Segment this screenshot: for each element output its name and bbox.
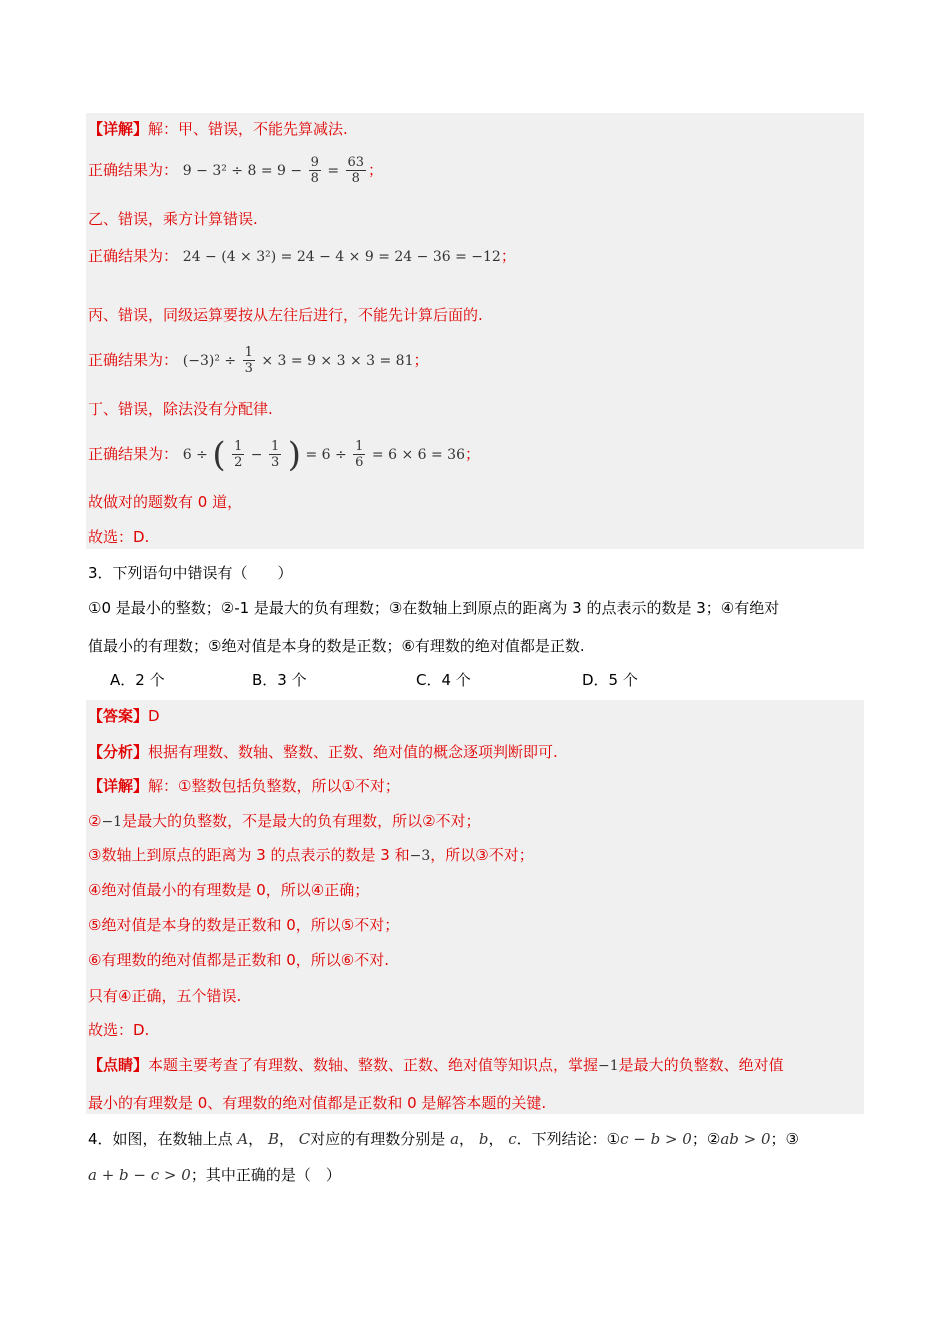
comment-line-2: 最小的有理数是 0、有理数的绝对值都是正数和 0 是解答本题的关键. (88, 1094, 547, 1112)
detail-line-5: ④绝对值最小的有理数是 0，所以④正确； (88, 881, 370, 899)
correct-prefix: 正确结果为： (88, 161, 179, 179)
yi-line: 乙、错误，乘方计算错误. (88, 210, 258, 228)
correct-prefix: 正确结果为： (88, 445, 179, 463)
jia-math: 9 − 3² ÷ 8 = 9 − $\frac{9}{8}$ = $\frac{63}{8}$ (182, 155, 365, 186)
detail-line-4: ③数轴上到原点的距离为 3 的点表示的数是 3 和−3，所以③不对； (88, 846, 534, 864)
detail-tag: 【详解】 (88, 777, 149, 795)
fraction: $\frac{9}{8}$ (310, 155, 319, 186)
correct-prefix: 正确结果为： (88, 247, 179, 265)
correct-prefix: 正确结果为： (88, 351, 179, 369)
bing-math: (−3)² ÷ $\frac{1}{3}$ × 3 = 9 × 3 × 3 = 81 (182, 345, 414, 376)
condition-2: ab > 0 (720, 1130, 771, 1148)
ding-correct-line: 正确结果为： 6 ÷ ( $\frac{1}{2}$ − $\frac{1}{3}$ ) = 6 ÷ $\frac{1}{6}$ = 6 × 6 = 36； (88, 434, 480, 475)
fraction: $\frac{1}{2}$ (234, 439, 243, 470)
point-a: A (237, 1130, 249, 1148)
comment-tag: 【点睛】 (88, 1056, 149, 1074)
detail-line-2 (88, 776, 400, 796)
jia-correct-line: 正确结果为： 9 − 3² ÷ 8 = 9 − $\frac{9}{8}$ = $\frac{63}{8}$ ； (88, 150, 383, 191)
detail-line-7: ⑥有理数的绝对值都是正数和 0，所以⑥不对. (88, 951, 389, 969)
q3-option-d: D．5 个 (582, 671, 638, 689)
analysis-line (88, 742, 558, 762)
answer-value: D (148, 707, 160, 725)
answer-tag: 【答案】 (88, 707, 149, 725)
q3-statements-1: ①0 是最小的整数；②-1 是最大的负有理数；③在数轴上到原点的距离为 3 的点表示的数是 3；④有绝对 (88, 599, 780, 617)
q4-stem-line-2: a + b − c > 0；其中正确的是（ ） (88, 1166, 341, 1184)
choice-line-1: 故选：D. (88, 528, 150, 546)
point-b: B (267, 1130, 279, 1148)
ding-math: 6 ÷ ( $\frac{1}{2}$ − $\frac{1}{3}$ ) = 6 ÷ $\frac{1}{6}$ = 6 × 6 = 36 (182, 434, 465, 475)
detail-line-1 (88, 119, 348, 139)
detail-line-6: ⑤绝对值是本身的数是正数和 0，所以⑤不对； (88, 916, 400, 934)
q3-option-c: C．4 个 (416, 671, 471, 689)
detail-tag: 【详解】 (88, 120, 149, 138)
detail-line-3: ②−1是最大的负整数，不是最大的负有理数，所以②不对； (88, 812, 481, 830)
bing-correct-line: 正确结果为： (−3)² ÷ $\frac{1}{3}$ × 3 = 9 × 3 × 3 = 81； (88, 340, 429, 381)
var-b: b (478, 1130, 489, 1148)
solution-block-2 (86, 700, 864, 1114)
count-line: 故做对的题数有 0 道， (88, 493, 243, 511)
ding-line: 丁、错误，除法没有分配律. (88, 400, 273, 418)
detail-text: 解：甲、错误，不能先算减法. (148, 120, 348, 138)
q3-option-a: A．2 个 (110, 671, 165, 689)
detail-text: 解：①整数包括负整数，所以①不对； (148, 777, 400, 795)
analysis-text: 根据有理数、数轴、整数、正数、绝对值的概念逐项判断即可. (148, 743, 558, 761)
detail-line-8: 只有④正确，五个错误. (88, 987, 242, 1005)
condition-1: c − b > 0 (620, 1130, 692, 1148)
q4-stem-line-1: 4．如图，在数轴上点 A， B， C对应的有理数分别是 a， b， c．下列结论：①c − b > 0；②ab > 0；③ (88, 1130, 799, 1148)
comment-line-1: 【点睛】本题主要考查了有理数、数轴、整数、正数、绝对值等知识点，掌握−1是最大的负整数、绝对值 (88, 1056, 784, 1074)
q3-stem: 3．下列语句中错误有（ ） (88, 564, 293, 582)
var-c: c (508, 1130, 517, 1148)
analysis-tag: 【分析】 (88, 743, 149, 761)
choice-line-2: 故选：D. (88, 1021, 150, 1039)
fraction: $\frac{1}{3}$ (270, 439, 280, 470)
q3-statements-2: 值最小的有理数；⑤绝对值是本身的数是正数；⑥有理数的绝对值都是正数. (88, 637, 585, 655)
answer-line (88, 706, 160, 726)
q3-option-b: B．3 个 (252, 671, 307, 689)
var-a: a (450, 1130, 460, 1148)
fraction: $\frac{63}{8}$ (347, 155, 365, 186)
fraction: $\frac{1}{6}$ (355, 439, 364, 470)
fraction: $\frac{1}{3}$ (244, 345, 253, 376)
condition-3: a + b − c > 0 (88, 1166, 191, 1184)
bing-line: 丙、错误，同级运算要按从左往后进行，不能先计算后面的. (88, 306, 483, 324)
point-c: C (298, 1130, 311, 1148)
yi-correct-line: 正确结果为： 24 − (4 × 3²) = 24 − 4 × 9 = 24 − 36 = −12； (88, 247, 516, 265)
yi-math: 24 − (4 × 3²) = 24 − 4 × 9 = 24 − 36 = −12 (182, 248, 501, 265)
